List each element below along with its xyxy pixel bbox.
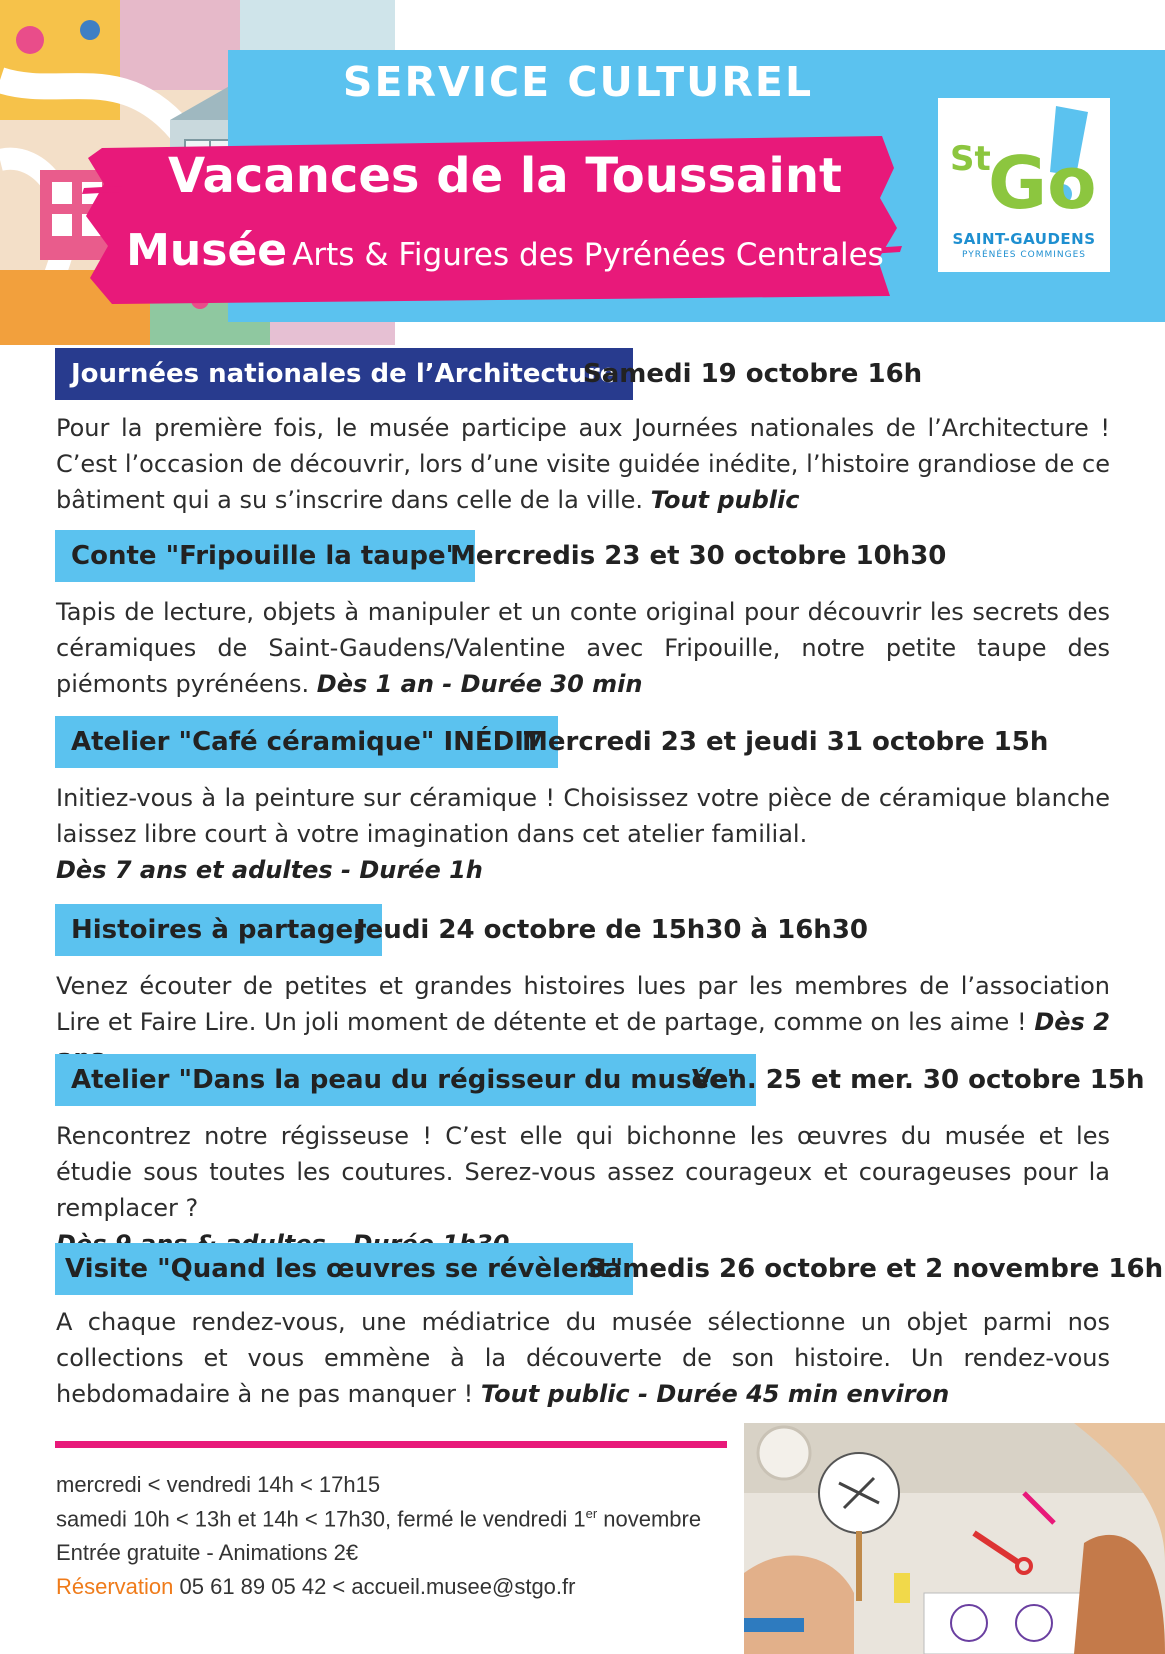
footer-divider <box>55 1441 727 1448</box>
event-2-audience: Dès 1 an - Durée 30 min <box>316 670 643 698</box>
event-6-audience: Tout public - Durée 45 min environ <box>480 1380 950 1408</box>
event-6-label: Visite "Quand les œuvres se révèlent" <box>55 1243 633 1295</box>
event-2-text: Tapis de lecture, objets à manipuler et un conte original pour découvrir les secrets des céramiques de Saint-Gaudens/Valentine avec Fripouille, notre petite taupe des piémonts pyrénéens. <box>56 598 1110 698</box>
event-4-text: Venez écouter de petites et grandes histoires lues par les membres de l’association Lire et Faire Lire. Un joli moment de détente et de partage, comme on les aime ! <box>56 972 1110 1036</box>
event-3-label: Atelier "Café céramique" INÉDIT <box>55 716 558 768</box>
event-1-description <box>56 410 1110 518</box>
opening-hours-weekday: mercredi < vendredi 14h < 17h15 <box>56 1472 381 1497</box>
event-5-text: Rencontrez notre régisseuse ! C’est elle qui bichonne les œuvres du musée et les étudie sous toutes les coutures. Serez-vous assez courageux et courageuses pour la remplacer ? <box>56 1122 1110 1222</box>
event-3-audience: Dès 7 ans et adultes - Durée 1h <box>56 856 483 884</box>
stgo-logo-mark <box>938 98 1110 228</box>
opening-hours-saturday <box>56 1506 701 1532</box>
logo-region: PYRÉNÉES COMMINGES <box>961 250 1086 260</box>
workshop-photo <box>744 1423 1165 1654</box>
service-title: SERVICE CULTUREL <box>342 58 814 106</box>
reservation-label: Réservation <box>56 1574 174 1599</box>
event-season-title: Vacances de la Toussaint <box>167 148 842 204</box>
museum-title <box>120 225 890 276</box>
event-1-date: Samedi 19 octobre 16h <box>583 359 923 389</box>
event-6-description <box>56 1304 1110 1412</box>
price-info: Entrée gratuite - Animations 2€ <box>56 1540 359 1565</box>
event-1-audience: Tout public <box>650 486 800 514</box>
event-4-date: Jeudi 24 octobre de 15h30 à 16h30 <box>356 915 869 945</box>
event-6-text: A chaque rendez-vous, une médiatrice du musée sélectionne un objet parmi nos collections et vous emmène à la découverte de son histoire. Un rendez-vous hebdomadaire à ne pas manquer ! <box>56 1308 1110 1408</box>
svg-text:St: St <box>950 139 991 179</box>
event-4-audience: Dès 2 <box>1034 1008 1110 1036</box>
event-2-label: Conte "Fripouille la taupe" <box>55 530 475 582</box>
event-1-text: Pour la première fois, le musée participe aux Journées nationales de l’Architecture ! C’est l’occasion de découvrir, lors d’une visite guidée inédite, l’histoire grandiose de ce bâtiment qui a su s’inscrire dans celle de la ville. <box>56 414 1110 514</box>
event-5-label: Atelier "Dans la peau du régisseur du musée" <box>55 1054 756 1106</box>
event-3-description <box>56 780 1110 888</box>
hours-november: novembre <box>597 1506 702 1532</box>
hours-saturday-text: samedi 10h < 13h et 14h < 17h30, fermé le vendredi 1 <box>56 1506 586 1532</box>
event-2-description <box>56 594 1110 702</box>
event-3-date: Mercredi 23 et jeudi 31 octobre 15h <box>522 727 1049 757</box>
svg-text:Go: Go <box>988 141 1097 225</box>
saint-gaudens-logo[interactable] <box>938 98 1110 272</box>
event-5-date: Ven. 25 et mer. 30 octobre 15h <box>692 1065 1145 1095</box>
hours-superscript: er <box>585 1506 598 1521</box>
event-4-label: Histoires à partager <box>55 904 382 956</box>
logo-city-name: SAINT-GAUDENS <box>952 230 1096 248</box>
event-1-label: Journées nationales de l’Architecture <box>55 348 633 400</box>
reservation-info <box>56 1574 575 1600</box>
museum-subtitle: Arts & Figures des Pyrénées Centrales <box>292 237 884 273</box>
event-5-description <box>56 1118 1110 1262</box>
event-6-date: Samedis 26 octobre et 2 novembre 16h <box>586 1254 1164 1284</box>
museum-word: Musée <box>126 225 288 276</box>
reservation-contact[interactable]: 05 61 89 05 42 < accueil.musee@stgo.fr <box>173 1574 576 1599</box>
event-3-text: Initiez-vous à la peinture sur céramique ! Choisissez votre pièce de céramique blanche laissez libre court à votre imagination dans cet atelier familial. <box>56 784 1110 848</box>
event-2-date: Mercredis 23 et 30 octobre 10h30 <box>450 541 947 571</box>
